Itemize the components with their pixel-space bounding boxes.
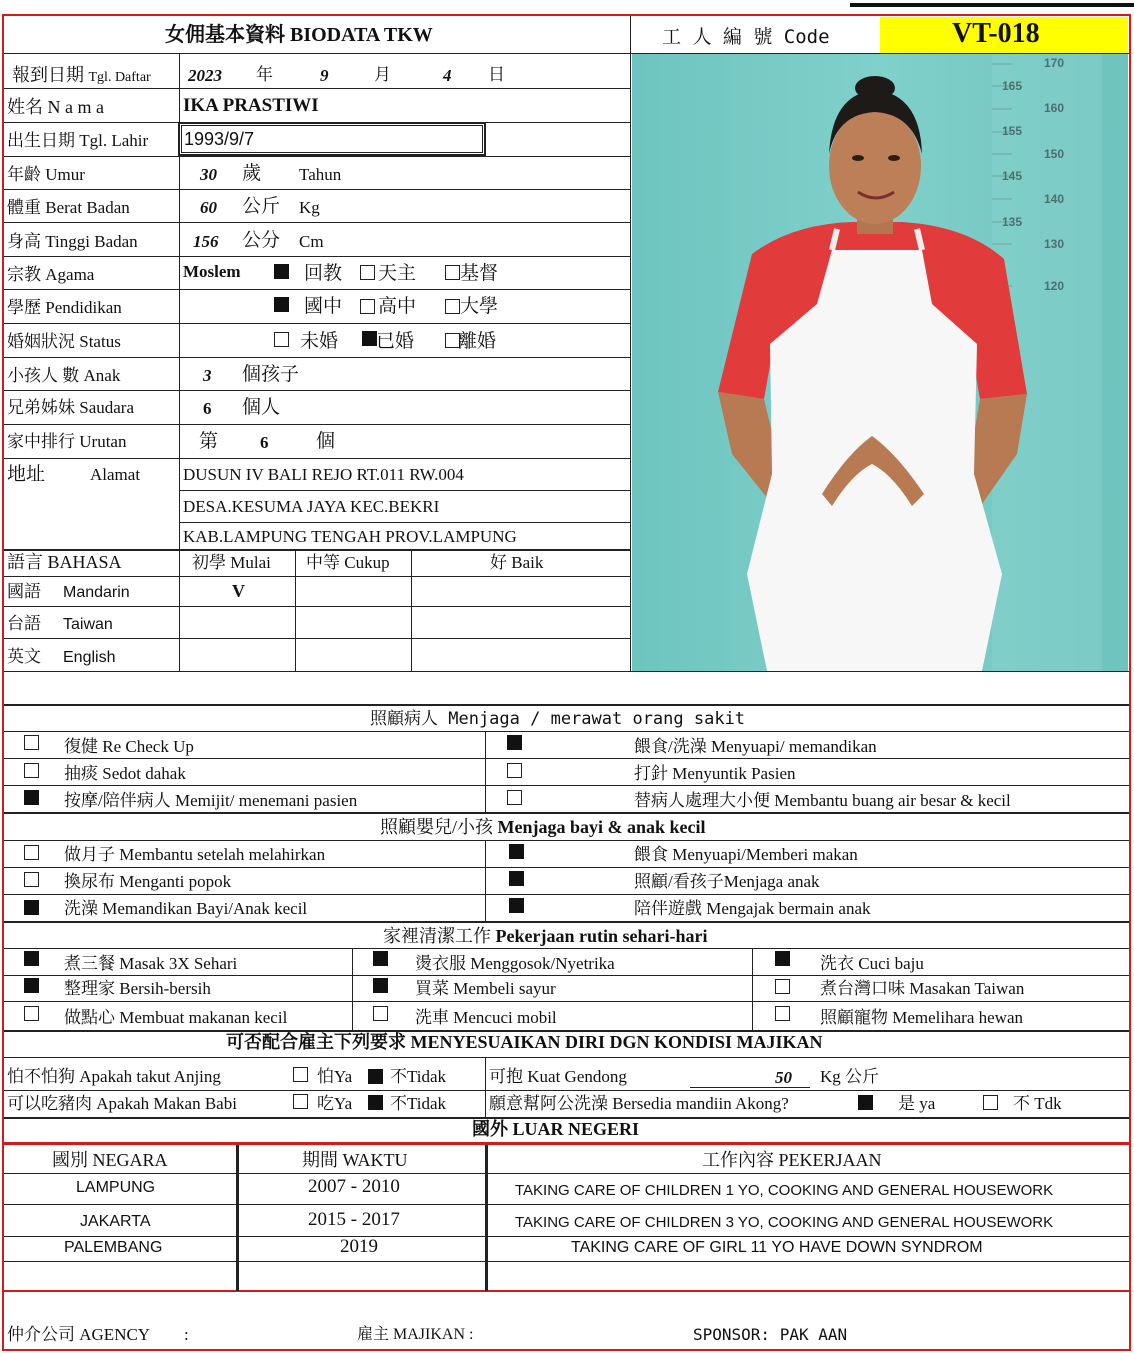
religion-checkbox-catholic[interactable]	[360, 265, 375, 280]
reg-year: 2023	[188, 66, 222, 85]
conditions-title: 可否配合雇主下列要求 MENYESUAIKAN DIRI DGN KONDISI MAJIKAN	[226, 1032, 823, 1052]
address-label: 地址	[7, 464, 46, 485]
sick-item-buang-air: 替病人處理大小便 Membantu buang air besar & kecil	[634, 791, 1011, 810]
dog-checkbox-no[interactable]	[368, 1069, 383, 1084]
dog-no: 不Tidak	[390, 1067, 447, 1086]
ruler-label-145: 145	[1002, 169, 1023, 183]
religion-option-islam: 回教	[304, 263, 343, 284]
dob-value: 1993/9/7	[184, 129, 255, 149]
status-checkbox-single[interactable]	[274, 332, 289, 347]
house-item-sayur: 買菜 Membeli sayur	[415, 979, 556, 998]
status-label: 婚姻狀況 Status	[7, 332, 121, 351]
code-label: 工 人 編 號 Code	[662, 26, 830, 48]
age-unit-id: Tahun	[299, 165, 342, 184]
order-value: 6	[260, 433, 269, 452]
baby-item-makan: 餵食 Menyuapi/Memberi makan	[634, 845, 858, 864]
house-item-cuci: 洗衣 Cuci baju	[820, 954, 924, 973]
dog-yes: 怕Ya	[317, 1067, 353, 1086]
sick-item-recheck: 復健 Re Check Up	[64, 737, 194, 756]
baby-item-memandikan: 洗澡 Memandikan Bayi/Anak kecil	[64, 899, 308, 918]
order-label: 家中排行 Urutan	[7, 432, 127, 451]
edu-checkbox-university[interactable]	[445, 299, 460, 314]
pork-checkbox-yes[interactable]	[293, 1094, 308, 1109]
address-line-2: DESA.KESUMA JAYA KEC.BEKRI	[183, 497, 440, 516]
pork-no: 不Tidak	[390, 1094, 447, 1113]
siblings-label: 兄弟姊妹 Saudara	[7, 398, 135, 417]
house-checkbox-taiwan[interactable]	[775, 979, 790, 994]
reg-date-label: 報到日期 Tgl. Daftar	[12, 65, 151, 85]
ruler-label-160: 160	[1044, 101, 1065, 115]
table-row-3-period: 2019	[340, 1236, 378, 1257]
house-item-makanan-kecil: 做點心 Membuat makanan kecil	[64, 1008, 288, 1027]
house-checkbox-cuci[interactable]	[775, 951, 790, 966]
height-unit-id: Cm	[299, 232, 324, 251]
order-prefix: 第	[199, 431, 219, 452]
table-row-3-job: TAKING CARE OF GIRL 11 YO HAVE DOWN SYNDROM	[571, 1239, 983, 1256]
address-label-id: Alamat	[90, 465, 141, 484]
weight-unit-id: Kg	[299, 198, 320, 217]
table-row-3-country: PALEMBANG	[64, 1239, 163, 1256]
age-unit-zh: 歲	[242, 163, 262, 184]
sick-checkbox-menyuntik[interactable]	[507, 763, 522, 778]
baby-item-popok: 換尿布 Menganti popok	[64, 872, 232, 891]
table-row-2-period: 2015 - 2017	[308, 1209, 400, 1230]
bathe-yes: 是 ya	[898, 1094, 936, 1113]
sponsor-label: SPONSOR: PAK AAN	[693, 1325, 848, 1344]
edu-checkbox-junior[interactable]	[274, 297, 289, 312]
level-good: 好 Baik	[490, 553, 544, 572]
edu-checkbox-senior[interactable]	[360, 299, 375, 314]
carry-label: 可抱 Kuat Gendong	[489, 1067, 627, 1086]
edu-option-senior: 高中	[378, 296, 417, 317]
dog-checkbox-yes[interactable]	[293, 1067, 308, 1082]
religion-option-christian: 基督	[460, 263, 499, 284]
photo-illustration	[632, 54, 1128, 671]
ruler-label-120: 120	[1044, 279, 1065, 293]
bathe-checkbox-yes[interactable]	[858, 1095, 873, 1110]
siblings-unit: 個人	[242, 397, 281, 418]
agency-label: 仲介公司 AGENCY	[7, 1325, 151, 1344]
ruler-label-135: 135	[1002, 215, 1023, 229]
table-row-2-job: TAKING CARE OF CHILDREN 3 YO, COOKING AND GENERAL HOUSEWORK	[515, 1214, 1054, 1231]
children-unit: 個孩子	[242, 364, 300, 385]
baby-checkbox-bermain[interactable]	[509, 898, 524, 913]
religion-label: 宗教 Agama	[7, 265, 95, 284]
age-value: 30	[200, 165, 217, 184]
table-row-1-country: LAMPUNG	[76, 1179, 156, 1196]
dog-label: 怕不怕狗 Apakah takut Anjing	[7, 1067, 221, 1086]
religion-checkbox-christian[interactable]	[445, 265, 460, 280]
edu-option-junior: 國中	[304, 296, 343, 317]
table-row-2-country: JAKARTA	[80, 1213, 151, 1230]
sick-item-menyuapi: 餵食/洗澡 Menyuapi/ memandikan	[634, 737, 877, 756]
pork-label: 可以吃豬肉 Apakah Makan Babi	[7, 1094, 237, 1113]
col-job: 工作內容 PEKERJAAN	[702, 1150, 882, 1170]
siblings-value: 6	[203, 399, 212, 418]
house-item-taiwan: 煮台灣口味 Masakan Taiwan	[820, 979, 1025, 998]
level-medium: 中等 Cukup	[306, 553, 390, 572]
pork-yes: 吃Ya	[317, 1094, 353, 1113]
bathe-no: 不 Tdk	[1013, 1094, 1062, 1113]
col-country: 國別 NEGARA	[52, 1150, 168, 1170]
bathe-label: 願意幫阿公洗澡 Bersedia mandiin Akong?	[489, 1094, 789, 1113]
housework-title: 家裡清潔工作 Pekerjaan rutin sehari-hari	[383, 926, 708, 946]
care-sick-title: 照顧病人 Menjaga / merawat orang sakit	[370, 709, 746, 729]
lang-taiwan-label: 台語 Taiwan	[7, 614, 113, 633]
baby-item-bermain: 陪伴遊戲 Mengajak bermain anak	[634, 899, 871, 918]
age-label: 年齡 Umur	[7, 165, 85, 184]
level-beginner: 初學 Mulai	[192, 553, 271, 572]
sick-checkbox-sedot[interactable]	[24, 763, 39, 778]
reg-month: 9	[320, 66, 329, 85]
carry-unit: Kg 公斤	[820, 1067, 880, 1086]
children-value: 3	[203, 366, 212, 385]
ruler-label-165: 165	[1002, 79, 1023, 93]
reg-month-unit: 月	[374, 65, 391, 84]
sick-checkbox-buang-air[interactable]	[507, 790, 522, 805]
dob-label: 出生日期 Tgl. Lahir	[7, 131, 149, 150]
worker-photo	[632, 54, 1128, 671]
bathe-checkbox-no[interactable]	[983, 1095, 998, 1110]
house-checkbox-nyetrika[interactable]	[373, 951, 388, 966]
form-title: 女佣基本資料 BIODATA TKW	[165, 24, 433, 46]
status-option-single: 未婚	[300, 331, 339, 352]
status-checkbox-married[interactable]	[362, 331, 377, 346]
weight-label: 體重 Berat Badan	[7, 198, 130, 217]
sick-checkbox-menyuapi[interactable]	[507, 735, 522, 750]
religion-checkbox-islam[interactable]	[274, 264, 289, 279]
baby-item-menjaga: 照顧/看孩子Menjaga anak	[634, 872, 820, 891]
ruler-label-130: 130	[1044, 237, 1065, 251]
address-line-1: DUSUN IV BALI REJO RT.011 RW.004	[183, 465, 464, 484]
baby-checkbox-melahirkan[interactable]	[24, 845, 39, 860]
house-checkbox-bersih[interactable]	[24, 978, 39, 993]
religion-value: Moslem	[183, 262, 241, 281]
order-unit: 個	[316, 431, 336, 452]
house-item-mobil: 洗車 Mencuci mobil	[415, 1008, 557, 1027]
height-unit-zh: 公分	[242, 230, 281, 251]
table-row-1-period: 2007 - 2010	[308, 1176, 400, 1197]
reg-year-unit: 年	[256, 65, 273, 84]
house-checkbox-hewan[interactable]	[775, 1006, 790, 1021]
weight-unit-zh: 公斤	[242, 196, 281, 217]
address-line-3: KAB.LAMPUNG TENGAH PROV.LAMPUNG	[183, 527, 517, 546]
children-label: 小孩人 數 Anak	[7, 366, 121, 385]
language-label: 語言 BAHASA	[7, 552, 122, 572]
reg-day-unit: 日	[488, 65, 505, 84]
baby-checkbox-makan[interactable]	[509, 844, 524, 859]
lang-mandarin-mark: V	[232, 581, 245, 601]
employer-label: 雇主 MAJIKAN :	[357, 1326, 474, 1343]
house-item-hewan: 照顧寵物 Memelihara hewan	[820, 1008, 1023, 1027]
baby-checkbox-menjaga[interactable]	[509, 871, 524, 886]
status-option-married: 已婚	[376, 331, 415, 352]
house-item-bersih: 整理家 Bersih-bersih	[64, 979, 211, 998]
name-value: IKA PRASTIWI	[183, 95, 319, 116]
sick-checkbox-memijit[interactable]	[24, 790, 39, 805]
ruler-label-155: 155	[1002, 124, 1023, 138]
status-option-divorced: 離婚	[458, 331, 497, 352]
house-checkbox-mobil[interactable]	[373, 1006, 388, 1021]
lang-mandarin-label: 國語 Mandarin	[7, 582, 130, 601]
sick-checkbox-recheck[interactable]	[24, 735, 39, 750]
sick-item-memijit: 按摩/陪伴病人 Memijit/ menemani pasien	[64, 791, 358, 810]
agency-colon: :	[184, 1325, 189, 1344]
house-item-masak: 煮三餐 Masak 3X Sehari	[64, 954, 238, 973]
lang-english-label: 英文 English	[7, 647, 116, 666]
baby-item-melahirkan: 做月子 Membantu setelah melahirkan	[64, 845, 326, 864]
worker-code: VT-018	[952, 18, 1040, 49]
ruler-label-140: 140	[1044, 192, 1065, 206]
table-row-1-job: TAKING CARE OF CHILDREN 1 YO, COOKING AND GENERAL HOUSEWORK	[515, 1182, 1054, 1199]
col-period: 期間 WAKTU	[302, 1150, 408, 1170]
sick-item-sedot: 抽痰 Sedot dahak	[64, 764, 186, 783]
religion-option-catholic: 天主	[378, 263, 417, 284]
baby-checkbox-popok[interactable]	[24, 872, 39, 887]
weight-value: 60	[200, 198, 217, 217]
care-baby-title: 照顧嬰兒/小孩 Menjaga bayi & anak kecil	[380, 817, 706, 837]
carry-value: 50	[775, 1068, 792, 1087]
height-label: 身高 Tinggi Badan	[7, 232, 138, 251]
baby-checkbox-memandikan[interactable]	[24, 900, 39, 915]
house-checkbox-masak[interactable]	[24, 951, 39, 966]
reg-day: 4	[443, 66, 452, 85]
overseas-title: 國外 LUAR NEGERI	[472, 1119, 640, 1139]
education-label: 學歷 Pendidikan	[7, 298, 122, 317]
edu-option-university: 大學	[460, 296, 499, 317]
height-value: 156	[193, 232, 219, 251]
ruler-label-170: 170	[1044, 56, 1065, 70]
sick-item-menyuntik: 打針 Menyuntik Pasien	[634, 764, 796, 783]
house-checkbox-makanan-kecil[interactable]	[24, 1006, 39, 1021]
ruler-label-150: 150	[1044, 147, 1065, 161]
house-checkbox-sayur[interactable]	[373, 978, 388, 993]
house-item-nyetrika: 燙衣服 Menggosok/Nyetrika	[415, 954, 615, 973]
pork-checkbox-no[interactable]	[368, 1095, 383, 1110]
name-label: 姓名 N a m a	[7, 97, 104, 117]
